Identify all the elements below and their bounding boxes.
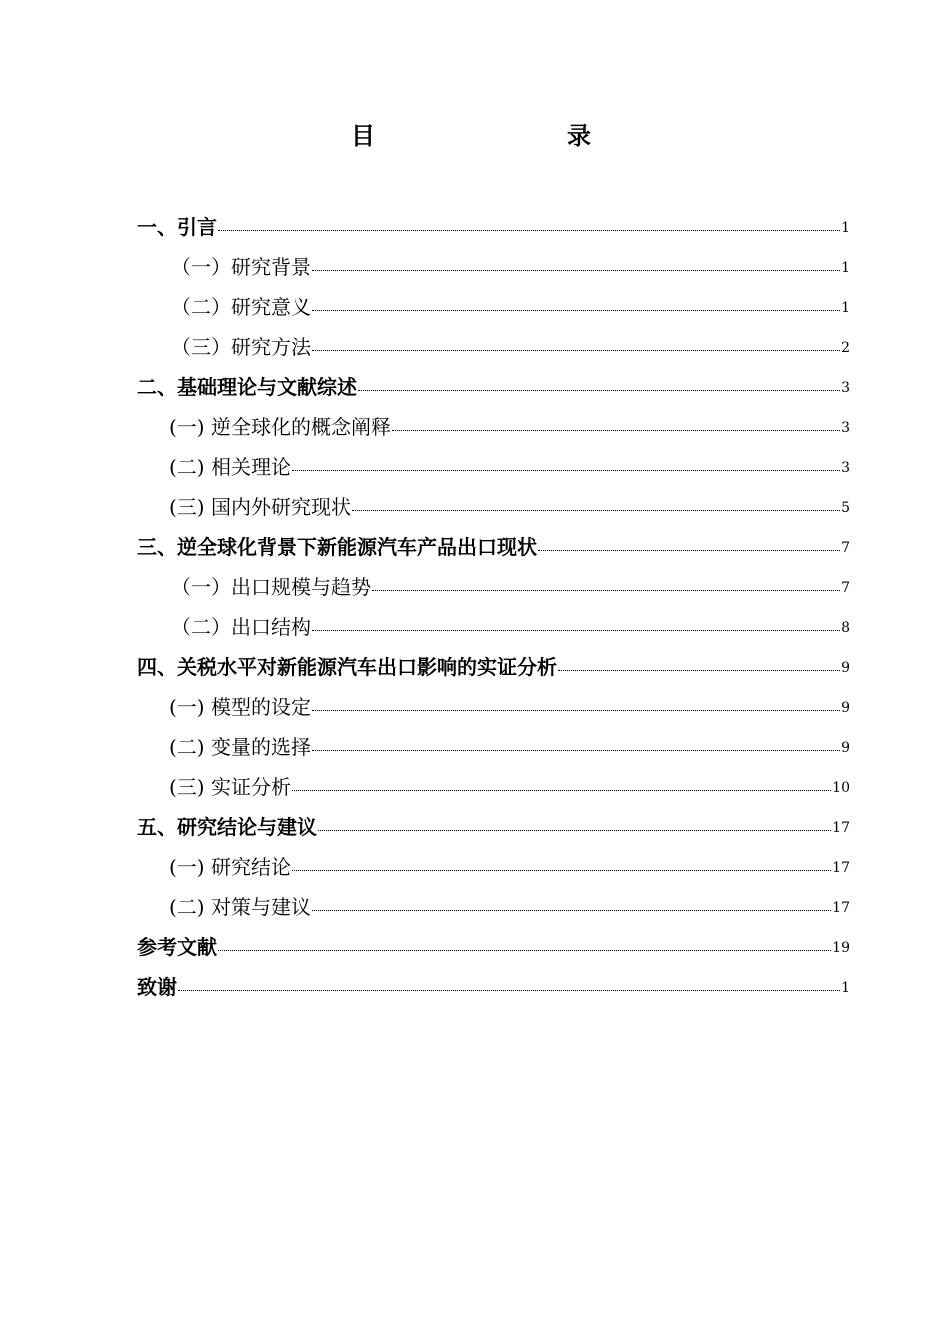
dot-leader bbox=[312, 910, 831, 911]
toc-entry-page: 7 bbox=[841, 540, 850, 556]
toc-entry[interactable] bbox=[137, 600, 850, 640]
toc-entry[interactable] bbox=[137, 880, 850, 920]
toc-entry-page: 17 bbox=[832, 820, 850, 836]
dot-leader bbox=[312, 750, 840, 751]
dot-leader bbox=[218, 230, 840, 231]
dot-leader bbox=[318, 830, 831, 831]
toc-entry[interactable] bbox=[137, 720, 850, 760]
dot-leader bbox=[312, 310, 840, 311]
dot-leader bbox=[312, 270, 840, 271]
toc-entry-label: 参考文献 bbox=[137, 935, 217, 959]
toc-entry[interactable] bbox=[137, 360, 850, 400]
toc-entry-label: (二) 对策与建议 bbox=[169, 895, 311, 919]
dot-leader bbox=[392, 430, 840, 431]
toc-entry-page: 5 bbox=[841, 500, 850, 516]
toc-entry[interactable] bbox=[137, 640, 850, 680]
toc-entry-label: (一) 模型的设定 bbox=[169, 695, 311, 719]
toc-entry[interactable] bbox=[137, 200, 850, 240]
toc-entry-page: 2 bbox=[841, 340, 850, 356]
toc-entry[interactable] bbox=[137, 280, 850, 320]
toc-entry[interactable] bbox=[137, 480, 850, 520]
toc-entry-label: (三) 国内外研究现状 bbox=[169, 495, 351, 519]
toc-entry[interactable] bbox=[137, 320, 850, 360]
toc-entry[interactable] bbox=[137, 560, 850, 600]
dot-leader bbox=[292, 870, 831, 871]
toc-entry[interactable] bbox=[137, 400, 850, 440]
toc-entry-page: 10 bbox=[832, 780, 850, 796]
toc-entry-page: 8 bbox=[841, 620, 850, 636]
toc-entry-label: (二) 变量的选择 bbox=[169, 735, 311, 759]
toc-entry[interactable] bbox=[137, 440, 850, 480]
toc-entry-label: 五、研究结论与建议 bbox=[137, 815, 317, 839]
toc-entry-page: 17 bbox=[832, 860, 850, 876]
toc-entry-label: 致谢 bbox=[137, 975, 177, 999]
toc-entry-label: (三) 实证分析 bbox=[169, 775, 291, 799]
dot-leader bbox=[372, 590, 840, 591]
toc-entry-label: 一、引言 bbox=[137, 215, 217, 239]
toc-entry-page: 17 bbox=[832, 900, 850, 916]
toc-entry-label: 三、逆全球化背景下新能源汽车产品出口现状 bbox=[137, 535, 537, 559]
dot-leader bbox=[292, 470, 840, 471]
toc-entry-page: 3 bbox=[841, 420, 850, 436]
toc-entry[interactable] bbox=[137, 520, 850, 560]
toc-entry-label: （一）出口规模与趋势 bbox=[171, 575, 371, 599]
toc-entry-label: （二）研究意义 bbox=[171, 295, 311, 319]
toc-entry-page: 3 bbox=[841, 380, 850, 396]
page-title: 目 录 bbox=[351, 121, 639, 150]
toc-entry-page: 7 bbox=[841, 580, 850, 596]
dot-leader bbox=[292, 790, 831, 791]
toc-entry-page: 19 bbox=[832, 940, 850, 956]
toc-entry[interactable] bbox=[137, 920, 850, 960]
dot-leader bbox=[352, 510, 840, 511]
dot-leader bbox=[358, 390, 840, 391]
dot-leader bbox=[538, 550, 840, 551]
toc-entry-page: 3 bbox=[841, 460, 850, 476]
toc-entry-page: 1 bbox=[841, 260, 850, 276]
dot-leader bbox=[558, 670, 840, 671]
toc-entry-page: 9 bbox=[841, 660, 850, 676]
toc-entry-label: （三）研究方法 bbox=[171, 335, 311, 359]
toc-entry-page: 9 bbox=[841, 740, 850, 756]
dot-leader bbox=[218, 950, 831, 951]
dot-leader bbox=[312, 710, 840, 711]
toc-entry[interactable] bbox=[137, 760, 850, 800]
toc-entry-label: (二) 相关理论 bbox=[169, 455, 291, 479]
toc-entry-label: （二）出口结构 bbox=[171, 615, 311, 639]
toc-entry[interactable] bbox=[137, 800, 850, 840]
toc-entry-label: 二、基础理论与文献综述 bbox=[137, 375, 357, 399]
toc-entry-label: (一) 研究结论 bbox=[169, 855, 291, 879]
table-of-contents bbox=[137, 200, 850, 1000]
toc-entry-label: (一) 逆全球化的概念阐释 bbox=[169, 415, 391, 439]
toc-entry[interactable] bbox=[137, 840, 850, 880]
toc-entry[interactable] bbox=[137, 680, 850, 720]
toc-entry-page: 1 bbox=[841, 980, 850, 996]
toc-entry[interactable] bbox=[137, 960, 850, 1000]
toc-entry-page: 9 bbox=[841, 700, 850, 716]
toc-entry-page: 1 bbox=[841, 300, 850, 316]
toc-entry-page: 1 bbox=[841, 220, 850, 236]
dot-leader bbox=[312, 630, 840, 631]
toc-entry-label: 四、关税水平对新能源汽车出口影响的实证分析 bbox=[137, 655, 557, 679]
dot-leader bbox=[312, 350, 840, 351]
toc-entry[interactable] bbox=[137, 240, 850, 280]
dot-leader bbox=[178, 990, 840, 991]
toc-entry-label: （一）研究背景 bbox=[171, 255, 311, 279]
